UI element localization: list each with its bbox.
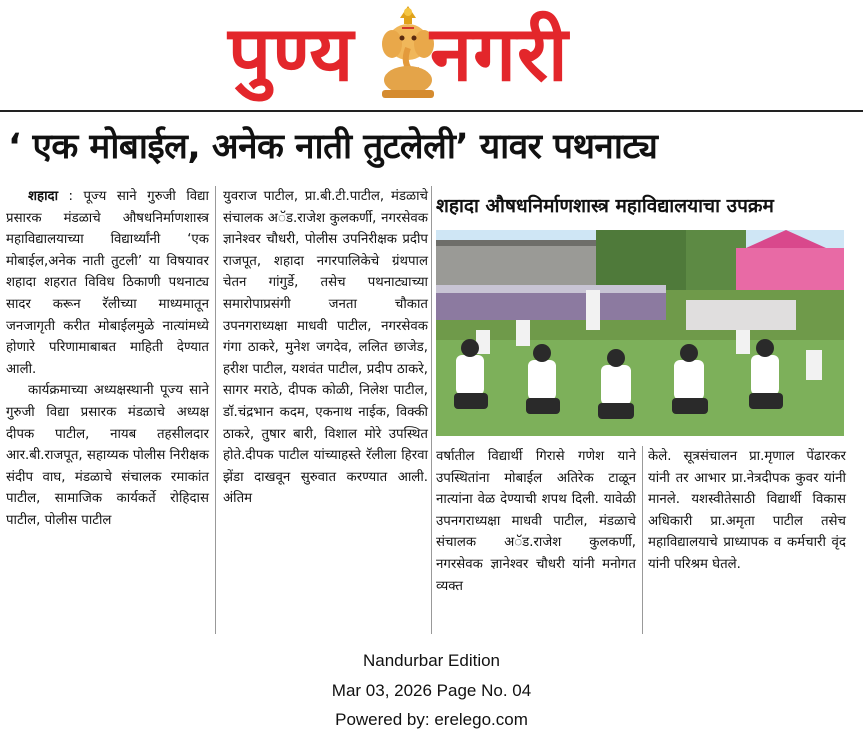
date-page-label: Mar 03, 2026 Page No. 04 <box>331 681 532 700</box>
article-column-2 <box>223 186 428 510</box>
column-divider <box>215 186 216 634</box>
article-column-3 <box>436 446 636 597</box>
article-paragraph-4: वर्षातील विद्यार्थी गिरासे गणेश याने उपस्थितांना मोबाईल अतिरेक टाळून नात्यांना वेळ देण्याची शपथ दिली. यावेळी उपनगराध्यक्षा माधवी पाटील, मंडळाचे संचालक अॅड.राजेश कुलकर्णी, नगरसेवक ज्ञानेश्वर चौधरी यांनी मनोगत व्यक्त <box>436 449 636 594</box>
article-paragraph-3: युवराज पाटील, प्रा.बी.टी.पाटील, मंडळाचे संचालक अॅड.राजेश कुलकर्णी, नगरसेवक ज्ञानेश्वर चौधरी, पोलीस उपनिरीक्षक प्रदीप राजपूत, शहादा नगरपालिकेचे ग्रंथपाल चेतन गांगुर्डे, तसेच पथनाट्याच्या समारोपाप्रसंगी जनता चौकात उपनगराध्यक्षा माधवी पाटील, नगरसेवक गंगा ठाकरे, मुनेश जगदेव, ललित छाजेड, हरीश पाटील, यशवंत पाटील, प्रदीप ठाकरे, सागर मराठे, दीपक कोळी, निलेश पाटील, डॉ.चंद्रभान कदम, एकनाथ नाईक, विक्की ठाकरे, तुषार बारी, विशाल मोरे उपस्थित होते.दीपक पाटील यांच्याहस्ते रॅलीला हिरवा झेंडा दाखवून सुरुवात करण्यात आली. अंतिम <box>223 189 428 507</box>
article-column-1 <box>6 186 209 532</box>
edition-label: Nandurbar Edition <box>362 651 501 670</box>
masthead <box>0 0 863 112</box>
article-paragraph-2: कार्यक्रमाच्या अध्यक्षस्थानी पूज्य साने गुरुजी विद्या प्रसारक मंडळाचे अध्यक्ष दीपक पाटील, नायब तहसीलदार आर.बी.राजपूत, सहाय्यक पोलीस निरीक्षक संदीप वाघ, मंडळाचे संचालक रमाकांत पाटील, सामाजिक कार्यकर्ते रोहिदास पाटील, पोलीस पाटील <box>6 383 209 528</box>
column-divider <box>642 446 643 634</box>
article-dateline: शहादा <box>28 189 59 204</box>
article-photo <box>436 230 844 436</box>
article-column-4 <box>648 446 846 576</box>
masthead-title-right: नगरी <box>430 9 569 98</box>
article-subheadline: शहादा औषधनिर्माणशास्त्र महाविद्यालयाचा उपक्रम <box>436 195 774 217</box>
article-paragraph-1: : पूज्य साने गुरुजी विद्या प्रसारक मंडळाचे औषधनिर्माणशास्त्र महाविद्यालयाच्या विद्यार्थ्यांनी ‘एक मोबाईल,अनेक नाती तुटली’ या विषयावर शहादा शहरात विविध ठिकाणी पथनाट्य सादर करून रॅलीच्या माध्यमातून जनजागृती करीत मोबाईलमुळे नात्यांमध्ये होणारे परिणामाबाबत माहिती देण्यात आली. <box>6 189 209 377</box>
masthead-title-left: पुण्य <box>228 9 355 98</box>
article-paragraph-5: केले. सूत्रसंचालन प्रा.मृणाल पेंढारकर यांनी तर आभार प्रा.नेत्रदीपक कुवर यांनी मानले. यशस्वीतेसाठी विद्यार्थी विकास अधिकारी प्रा.अमृता पाटील तसेच महाविद्यालयाचे प्राध्यापक व कर्मचारी वृंद यांनी परिश्रम घेतले. <box>648 449 846 572</box>
article-headline: ‘ एक मोबाईल, अनेक नाती तुटलेली’ यावर पथनाट्य <box>8 127 658 167</box>
powered-by-label: Powered by: erelego.com <box>335 710 528 729</box>
masthead-rule <box>0 110 863 112</box>
column-divider <box>431 186 432 634</box>
